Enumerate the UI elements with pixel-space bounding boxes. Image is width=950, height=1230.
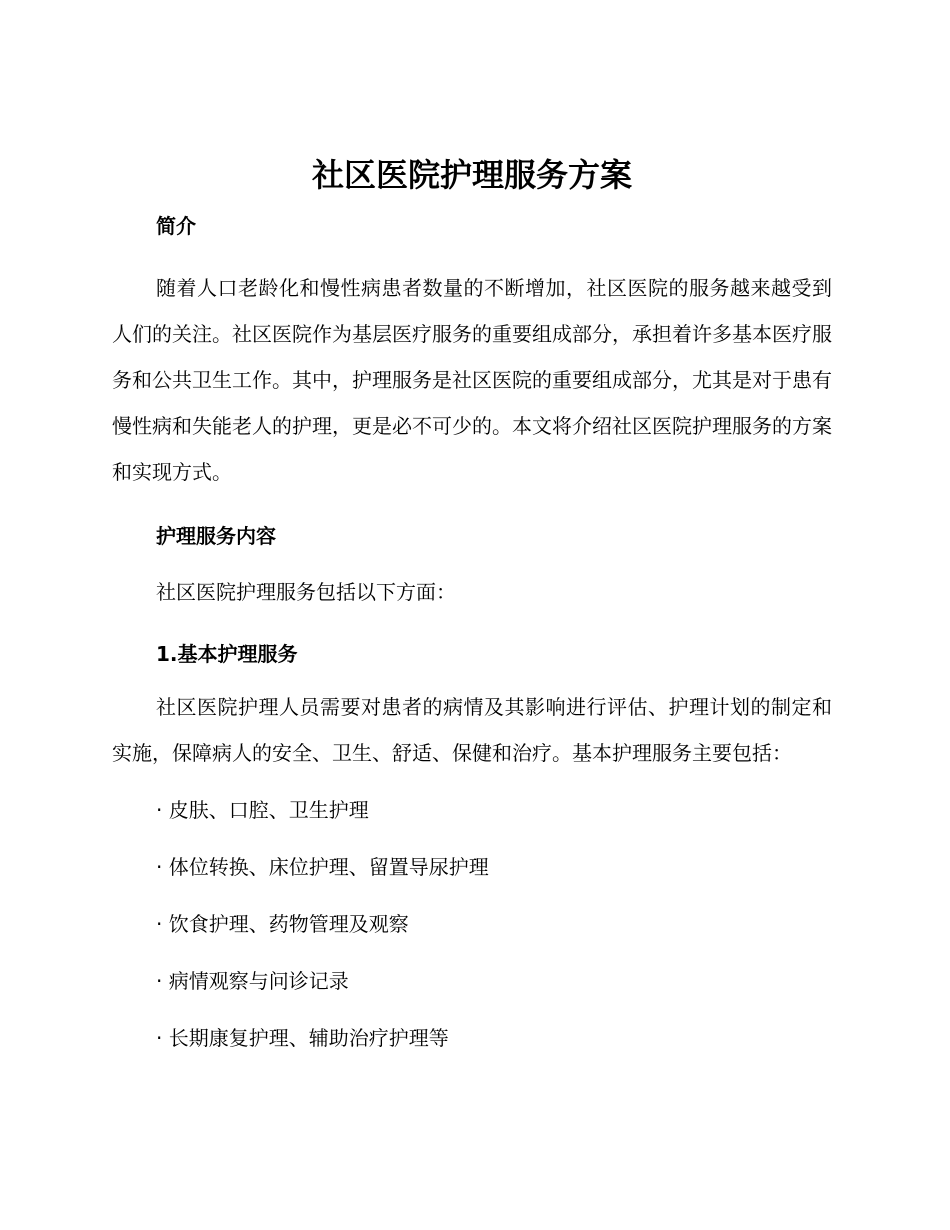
list-item: · 病情观察与问诊记录 <box>156 969 349 993</box>
document-title: 社区医院护理服务方案 <box>311 156 632 194</box>
paragraph-basic-care: 社区医院护理人员需要对患者的病情及其影响进行评估、护理计划的制定和实施，保障病人的安全、卫生、舒适、保健和治疗。基本护理服务主要包括： <box>112 695 832 765</box>
list-item: · 体位转换、床位护理、留置导尿护理 <box>156 855 489 879</box>
basic-care-list <box>112 792 832 1056</box>
list-item: · 长期康复护理、辅助治疗护理等 <box>156 1026 449 1050</box>
section-heading-service-content: 护理服务内容 <box>156 524 276 548</box>
list-item: · 饮食护理、药物管理及观察 <box>156 912 409 936</box>
document-body <box>112 150 832 1056</box>
section-heading-basic-care: 1.基本护理服务 <box>156 642 298 666</box>
list-item: · 皮肤、口腔、卫生护理 <box>156 798 369 822</box>
section-heading-intro: 简介 <box>156 214 196 238</box>
paragraph-service-content: 社区医院护理服务包括以下方面： <box>156 580 456 604</box>
paragraph-intro: 随着人口老龄化和慢性病患者数量的不断增加，社区医院的服务越来越受到人们的关注。社区医院作为基层医疗服务的重要组成部分，承担着许多基本医疗服务和公共卫生工作。其中，护理服务是社区医院的重要组成部分，尤其是对于患有慢性病和失能老人的护理，更是必不可少的。本文将介绍社区医院护理服务的方案和实现方式。 <box>112 276 832 484</box>
